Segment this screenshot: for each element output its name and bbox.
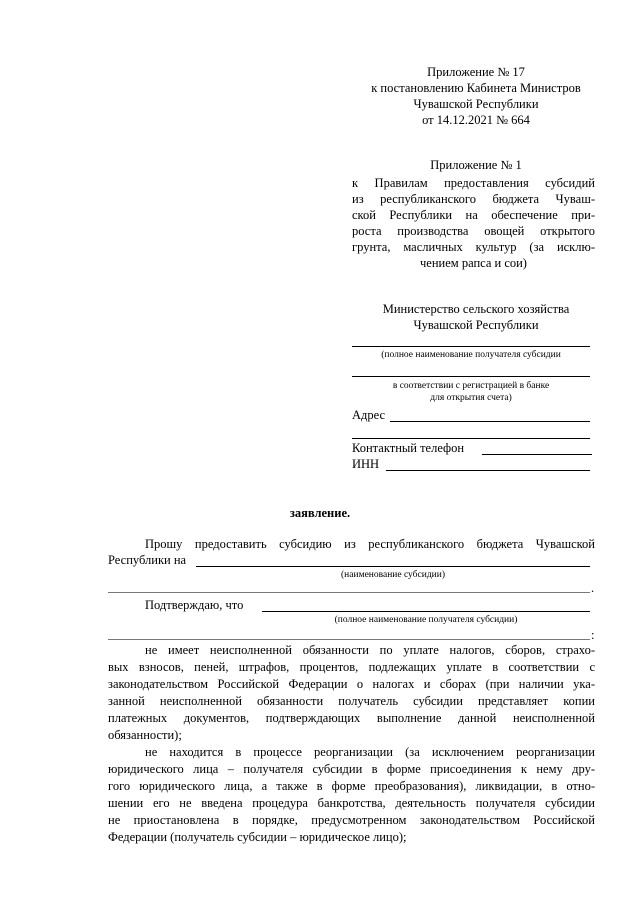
p4-line: юридического лица – получателя субсидии в форме присоединения к нему дру- bbox=[108, 762, 595, 776]
address-label: Адрес bbox=[352, 408, 386, 422]
appendix1-line: из республиканского бюджета Чуваш- bbox=[352, 192, 595, 206]
appendix1-line: чением рапса и сои) bbox=[420, 256, 527, 270]
appendix1-title: Приложение № 1 bbox=[430, 158, 522, 172]
p3-line: не имеет неисполненной обязанности по уплате налогов, сборов, страхо- bbox=[145, 643, 595, 657]
address-field-line2[interactable] bbox=[352, 438, 590, 439]
confirm-recipient-caption: (полное наименование получателя субсидии) bbox=[334, 615, 518, 625]
recipient-name-caption: (полное наименование получателя субсидии bbox=[381, 350, 561, 360]
confirm-recipient-field[interactable] bbox=[262, 611, 590, 612]
document-heading: заявление. bbox=[289, 506, 351, 520]
phone-label: Контактный телефон bbox=[352, 441, 465, 455]
recipient-bank-field[interactable] bbox=[352, 376, 590, 377]
p1-end-punct: . bbox=[591, 581, 595, 595]
confirm-recipient-field-line2[interactable] bbox=[108, 639, 590, 640]
p3-line: вых взносов, пеней, штрафов, процентов, подлежащих уплате в соответствии с bbox=[108, 660, 595, 674]
phone-field[interactable] bbox=[482, 454, 592, 455]
appendix1-line: роста производства овощей открытого bbox=[352, 224, 595, 238]
confirm-text: Подтверждаю, что bbox=[145, 598, 244, 612]
bank-caption-line1: в соответствии с регистрацией в банке bbox=[392, 381, 550, 391]
appendix17-line2: к постановлению Кабинета Министров bbox=[371, 81, 581, 95]
bank-caption-line2: для открытия счета) bbox=[430, 393, 512, 403]
p3-line: законодательством Российской Федерации о налогах и сборах (при наличии ука- bbox=[108, 677, 595, 691]
request-text-line2: Республики на bbox=[108, 553, 187, 567]
subsidy-name-caption: (наименование субсидии) bbox=[341, 570, 445, 580]
subsidy-name-field[interactable] bbox=[196, 566, 590, 567]
inn-field[interactable] bbox=[386, 470, 590, 471]
appendix1-line: ской Республики на обеспечение при- bbox=[352, 208, 595, 222]
appendix1-line: к Правилам предоставления субсидий bbox=[352, 176, 595, 190]
addressee-line1: Министерство сельского хозяйства bbox=[382, 302, 570, 316]
p3-line: обязанности); bbox=[108, 728, 182, 742]
p3-line: занной неисполненной обязанности получатель субсидии представляет копии bbox=[108, 694, 595, 708]
subsidy-name-field-line2[interactable] bbox=[108, 592, 590, 593]
request-text-line1: Прошу предоставить субсидию из республиканского бюджета Чувашской bbox=[145, 537, 595, 551]
p3-line: платежных документов, подтверждающих выполнение данной неисполненной bbox=[108, 711, 595, 725]
appendix17-line3: Чувашской Республики bbox=[413, 97, 539, 111]
appendix17-line4: от 14.12.2021 № 664 bbox=[422, 113, 530, 127]
appendix17-line1: Приложение № 17 bbox=[427, 65, 525, 79]
address-field[interactable] bbox=[390, 421, 590, 422]
addressee-line2: Чувашской Республики bbox=[413, 318, 539, 332]
p4-line: гого юридического лица, а также в форме преобразования), ликвидации, в отно- bbox=[108, 779, 595, 793]
inn-label: ИНН bbox=[352, 457, 380, 471]
p4-line: шении его не введена процедура банкротства, деятельность получателя субсидии bbox=[108, 796, 595, 810]
p4-line: не приостановлена в порядке, предусмотренном законодательством Российской bbox=[108, 813, 595, 827]
recipient-name-field[interactable] bbox=[352, 346, 590, 347]
p4-line: Федерации (получатель субсидии – юридическое лицо); bbox=[108, 830, 407, 844]
appendix1-line: грунта, масличных культур (за исклю- bbox=[352, 240, 595, 254]
p2-end-punct: : bbox=[591, 628, 595, 642]
p4-line: не находится в процессе реорганизации (за исключением реорганизации bbox=[145, 745, 595, 759]
